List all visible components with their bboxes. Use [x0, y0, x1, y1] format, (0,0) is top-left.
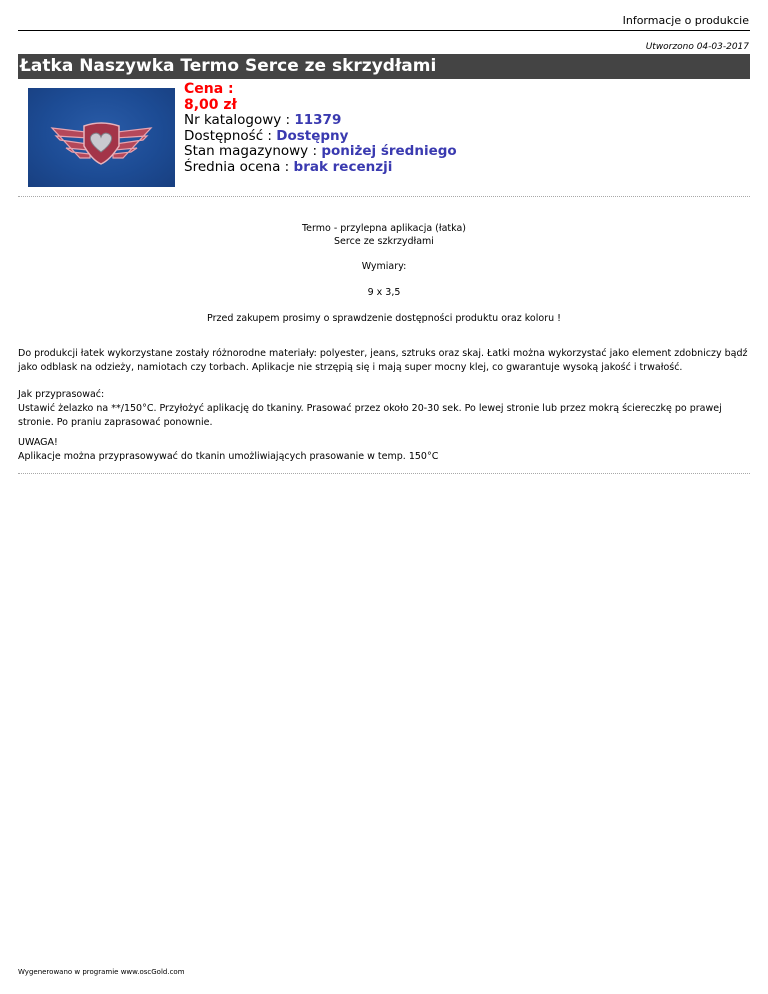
- divider-top: [18, 196, 750, 197]
- catalog-number-row: [184, 113, 457, 129]
- product-title-bar: [18, 54, 750, 79]
- product-image: [28, 88, 175, 187]
- divider-bottom: [18, 473, 750, 474]
- dimensions-label: Wymiary:: [361, 261, 407, 272]
- price-label: Cena :: [184, 81, 234, 97]
- warning-section: [18, 436, 750, 464]
- warning-title: UWAGA!: [18, 437, 58, 448]
- availability-value: Dostępny: [276, 127, 349, 144]
- description-line-2: Serce ze szkrzydłami: [334, 235, 434, 247]
- materials-paragraph: Do produkcji łatek wykorzystane zostały różnorodne materiały: polyester, jeans, sztruks oraz skaj. Łatki można wykorzystać jako element zdobniczy bądź jako odblask na odzieży, namiotach czy torbach. Aplikacje nie strzępią się i mają super mocny klej, co gwarantuje wysoką jakość i trwałość.: [18, 348, 748, 373]
- rating-row: [184, 160, 457, 176]
- stock-value: poniżej średniego: [321, 143, 457, 159]
- rating-label: Średnia ocena :: [184, 158, 294, 175]
- description-line-1: Termo - przylepna aplikacja (łatka): [301, 223, 467, 234]
- availability-row: [184, 129, 457, 145]
- price-value: 8,00 zł: [184, 96, 237, 113]
- catalog-number-value: 11379: [294, 112, 342, 128]
- catalog-number-label: Nr katalogowy :: [184, 112, 295, 128]
- page-header-title: Informacje o produkcie: [622, 14, 749, 27]
- header-divider: [18, 30, 750, 31]
- warning-text: Aplikacje można przyprasowywać do tkanin umożliwiających prasowanie w temp. 150°C: [18, 451, 439, 462]
- product-title: Łatka Naszywka Termo Serce ze skrzydłami: [20, 56, 437, 76]
- howto-title: Jak przyprasować:: [18, 389, 105, 400]
- description-intro: [18, 223, 750, 248]
- availability-notice: Przed zakupem prosimy o sprawdzenie dostępności produktu oraz koloru !: [207, 313, 561, 324]
- stock-row: [184, 144, 457, 160]
- rating-value: brak recenzji: [293, 158, 393, 175]
- winged-heart-patch-image: [28, 88, 175, 187]
- dimensions-value: 9 x 3,5: [367, 287, 401, 298]
- howto-text: Ustawić żelazko na **/150°C. Przyłożyć aplikację do tkaniny. Prasować przez około 20-30 sek. Po lewej stronie lub przez mokrą ściereczkę po prawej stronie. Po praniu zaprasować ponownie.: [18, 403, 722, 428]
- product-info: [184, 82, 457, 175]
- availability-label: Dostępność :: [184, 127, 277, 144]
- footer-generator-note: Wygenerowano w programie www.oscGold.com: [18, 968, 185, 976]
- created-date: Utworzono 04-03-2017: [645, 42, 749, 52]
- stock-label: Stan magazynowy :: [184, 143, 322, 159]
- howto-section: [18, 388, 750, 430]
